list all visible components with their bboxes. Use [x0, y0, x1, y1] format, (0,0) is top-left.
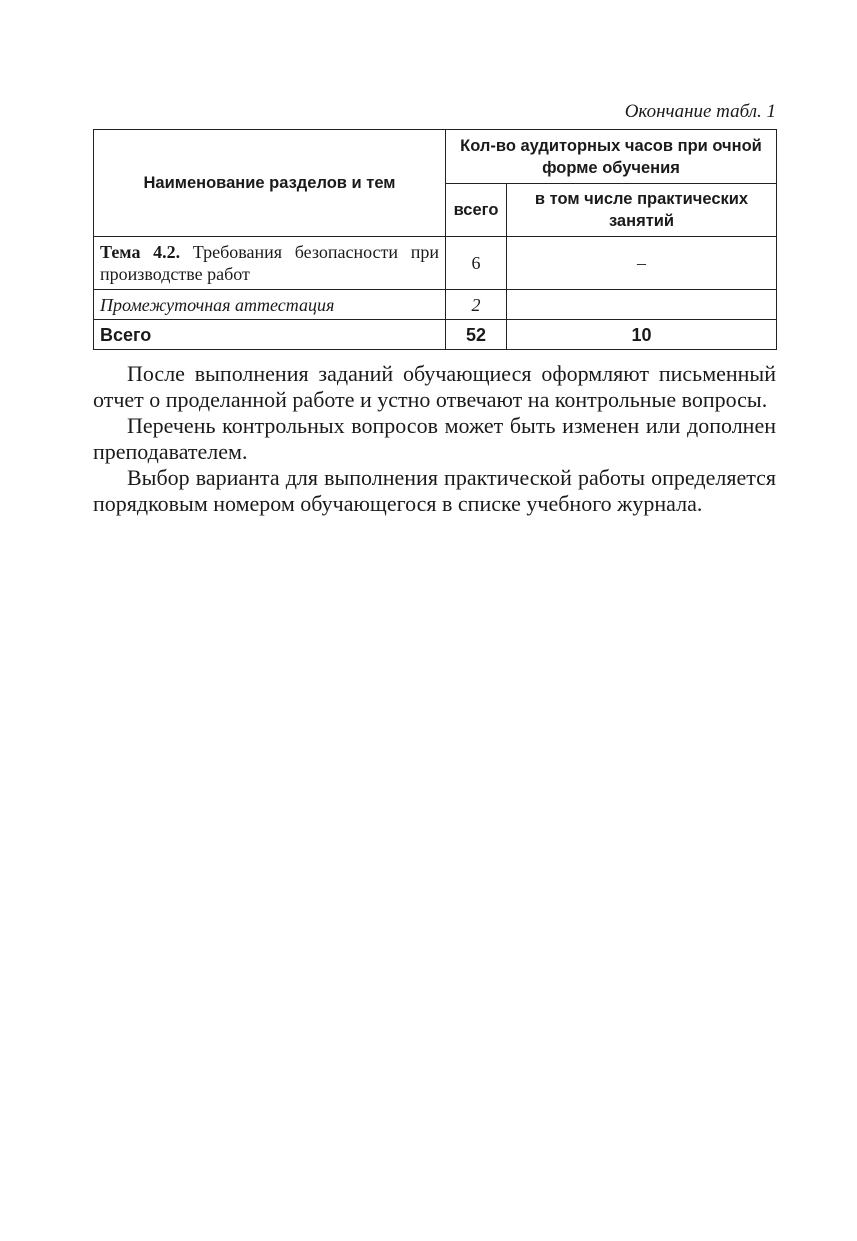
- row-name-cell: [94, 237, 446, 290]
- paragraph: После выполнения заданий обучающиеся оформляют письменный отчет о проделанной работе и устно отвечают на контрольные вопросы.: [93, 361, 776, 412]
- paragraph: Выбор варианта для выполнения практической работы определяется порядковым номером обучающегося в списке учебного журнала.: [93, 465, 776, 516]
- row-practical-cell: –: [507, 237, 777, 290]
- row-practical-cell: [507, 290, 777, 320]
- table-row: [94, 237, 777, 290]
- table-caption: Окончание табл. 1: [624, 101, 776, 122]
- theme-title: Требования безопасности при производстве работ: [100, 242, 439, 284]
- header-section-name: Наименование разделов и тем: [94, 130, 446, 237]
- header-hours-group: Кол-во аудиторных часов при очной форме обучения: [446, 130, 777, 184]
- hours-table: [93, 129, 777, 350]
- row-total-cell: 2: [446, 290, 507, 320]
- body-text: [93, 361, 776, 517]
- table-row: [94, 290, 777, 320]
- row-total-cell: 6: [446, 237, 507, 290]
- table-header-row: [94, 130, 777, 184]
- document-page: [93, 100, 776, 517]
- paragraph: Перечень контрольных вопросов может быть изменен или дополнен преподавателем.: [93, 413, 776, 464]
- row-practical-cell: 10: [507, 320, 777, 350]
- header-practical: в том числе практических занятий: [507, 184, 777, 237]
- table-row: [94, 320, 777, 350]
- theme-number: Тема 4.2.: [100, 242, 181, 262]
- row-total-cell: 52: [446, 320, 507, 350]
- row-name-cell: Всего: [94, 320, 446, 350]
- header-total: всего: [446, 184, 507, 237]
- row-name-cell: Промежуточная аттестация: [94, 290, 446, 320]
